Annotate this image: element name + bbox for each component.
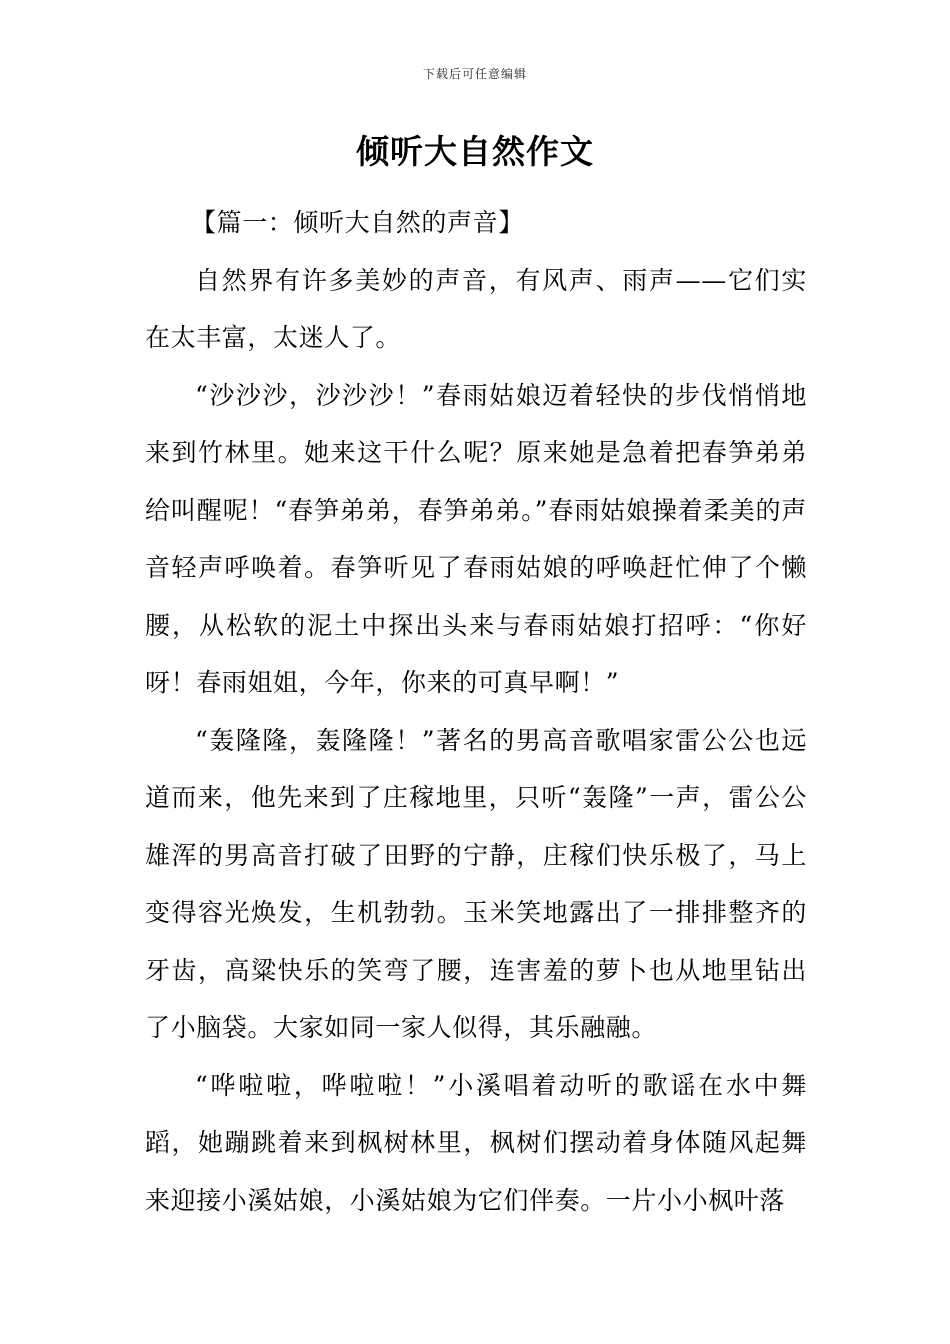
header-note: 下载后可任意编辑 (422, 67, 527, 81)
section-heading: 【篇一：倾听大自然的声音】 (191, 208, 524, 237)
document-title: 倾听大自然作文 (356, 132, 594, 171)
paragraph-thunder: “轰隆隆，轰隆隆！”著名的男高音歌唱家雷公公也远道而来，他先来到了庄稼地里，只听“轰隆”一声，雷公公雄浑的男高音打破了田野的宁静，庄稼们快乐极了，马上变得容光焕发，生机勃勃。玉米笑地露出了一排排整齐的牙齿，高粱快乐的笑弯了腰，连害羞的萝卜也从地里钻出了小脑袋。大家如同一家人似得，其乐融融。 (145, 725, 807, 1042)
document-body (145, 194, 807, 1229)
paragraph-stream: “哗啦啦，哗啦啦！”小溪唱着动听的歌谣在水中舞蹈，她蹦跳着来到枫树林里，枫树们摆动着身体随风起舞来迎接小溪姑娘，小溪姑娘为它们伴奏。一片小小枫叶落 (145, 1070, 807, 1215)
paragraph-spring-rain: “沙沙沙，沙沙沙！”春雨姑娘迈着轻快的步伐悄悄地来到竹林里。她来这干什么呢？原来她是急着把春笋弟弟给叫醒呢！“春笋弟弟，春笋弟弟。”春雨姑娘操着柔美的声音轻声呼唤着。春笋听见了春雨姑娘的呼唤赶忙伸了个懒腰，从松软的泥土中探出头来与春雨姑娘打招呼：“你好呀！春雨姐姐，今年，你来的可真早啊！” (145, 380, 807, 697)
paragraph-intro: 自然界有许多美妙的声音，有风声、雨声——它们实在太丰富，太迷人了。 (145, 265, 807, 352)
